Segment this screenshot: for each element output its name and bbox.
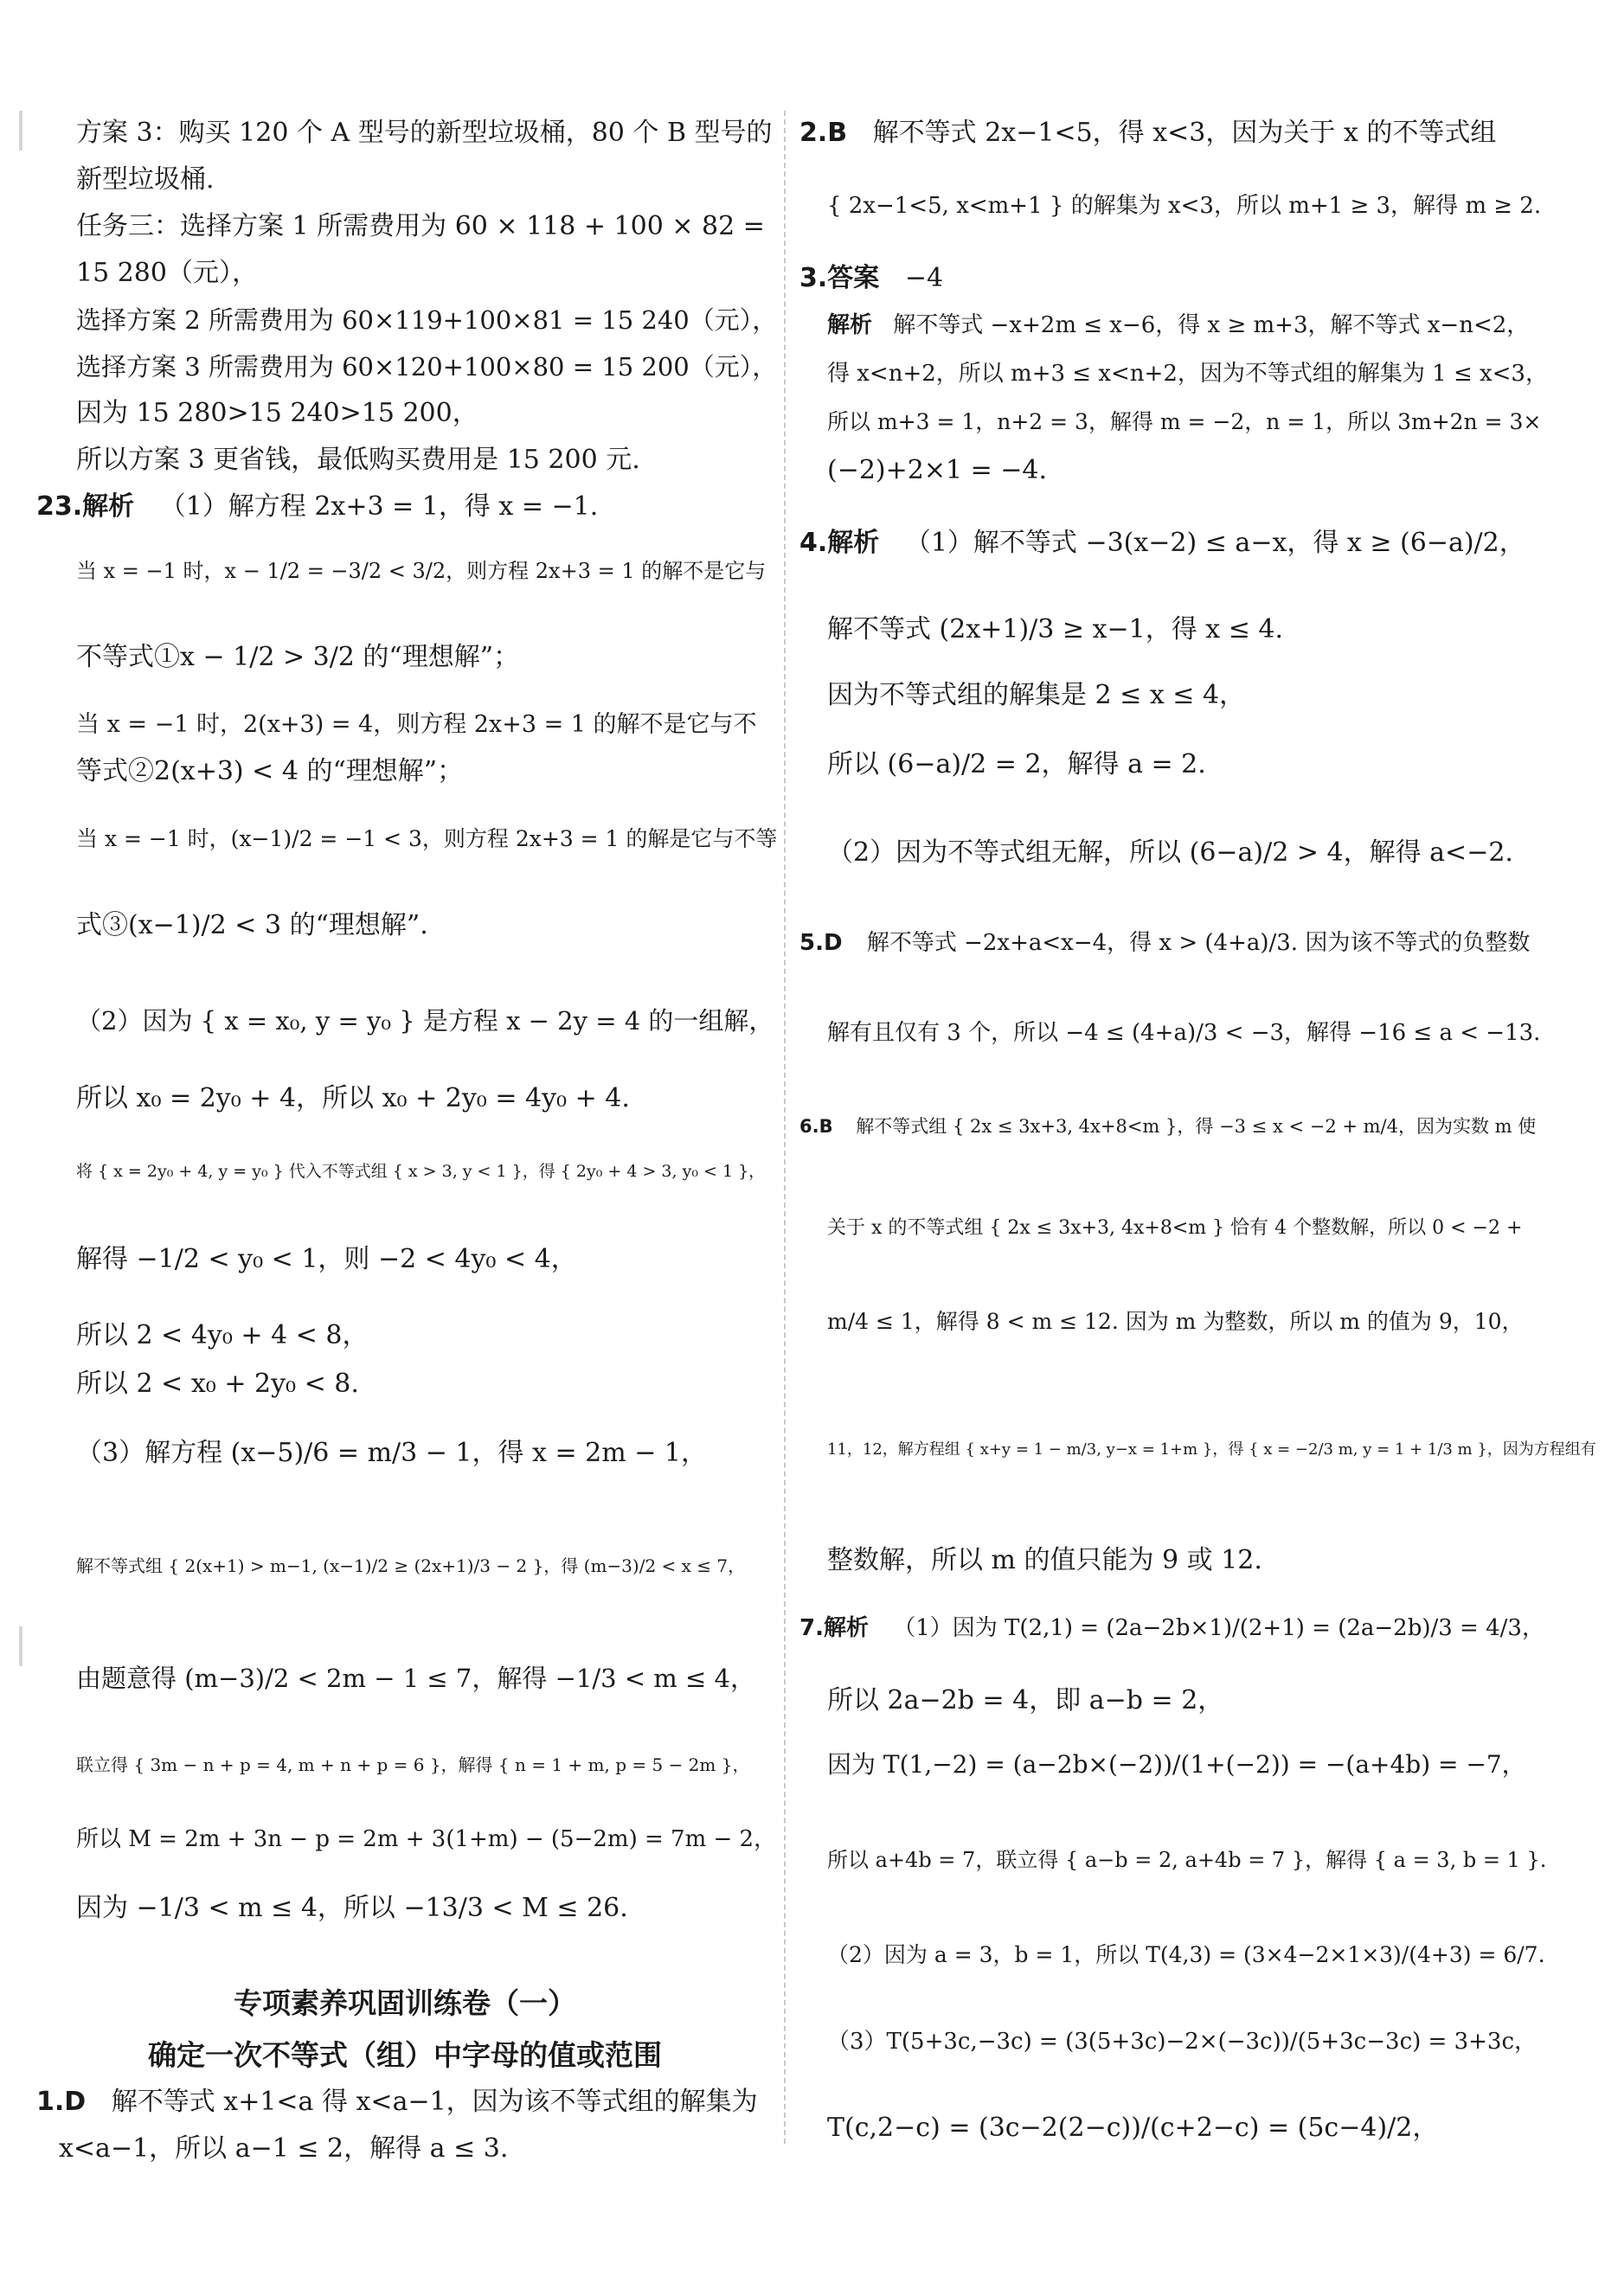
question-3 <box>799 261 943 296</box>
section-title: 专项素养巩固训练卷（一） <box>234 1986 576 2020</box>
text-line: 解得 −1/2 < y₀ < 1，则 −2 < 4y₀ < 4， <box>76 1244 577 1274</box>
question-label: 4.解析 <box>799 528 880 558</box>
text-line: T(c,2−c) = (3c−2(2−c))/(c+2−c) = (5c−4)/2， <box>827 2113 1439 2143</box>
text-line: 解有且仅有 3 个，所以 −4 ≤ (4+a)/3 < −3，解得 −16 ≤ a < −13. <box>827 1020 1541 1046</box>
text-line: 11，12，解方程组 { x+y = 1 − m/3, y−x = 1+m }，得 { x = −2/3 m, y = 1 + 1/3 m }，因为方程组有 <box>827 1440 1596 1459</box>
text-line: 解不等式组 { 2x ≤ 3x+3, 4x+8<m }，得 −3 ≤ x < −2 + m/4，因为实数 m 使 <box>856 1116 1537 1137</box>
text-line: 选择方案 2 所需费用为 60×119+100×81 = 15 240（元）， <box>76 305 778 335</box>
text-line: 新型垃圾桶. <box>76 164 215 195</box>
text-line: 解不等式 2x−1<5，得 x<3，因为关于 x 的不等式组 <box>872 118 1497 148</box>
question-6 <box>799 1109 1536 1144</box>
text-line: 因为 −1/3 < m ≤ 4，所以 −13/3 < M ≤ 26. <box>76 1893 628 1923</box>
text-line: 当 x = −1 时，(x−1)/2 = −1 < 3，则方程 2x+3 = 1 的解是它与不等 <box>76 826 778 851</box>
text-line: 所以 2 < x₀ + 2y₀ < 8. <box>76 1369 359 1399</box>
text-line: 所以 2a−2b = 4，即 a−b = 2， <box>827 1685 1224 1716</box>
text-line: 整数解，所以 m 的值只能为 9 或 12. <box>827 1545 1262 1575</box>
text-line: 因为 T(1,−2) = (a−2b×(−2))/(1+(−2)) = −(a+4b) = −7， <box>827 1750 1526 1779</box>
text-line: 当 x = −1 时，x − 1/2 = −3/2 < 3/2，则方程 2x+3 = 1 的解不是它与 <box>76 559 767 583</box>
text-line: 解不等式 (2x+1)/3 ≥ x−1，得 x ≤ 4. <box>827 614 1284 645</box>
text-line: (−2)+2×1 = −4. <box>827 455 1048 485</box>
question-label: 5.D <box>799 930 843 956</box>
text-line: 解不等式 x+1<a 得 x<a−1，因为该不等式组的解集为 <box>111 2087 758 2117</box>
text-line: 由题意得 (m−3)/2 < 2m − 1 ≤ 7，解得 −1/3 < m ≤ 4， <box>76 1664 755 1693</box>
question-1 <box>36 2085 758 2120</box>
text-line: （3）T(5+3c,−3c) = (3(5+3c)−2×(−3c))/(5+3c−3c) = 3+3c， <box>827 2029 1538 2055</box>
text-line: （3）解方程 (x−5)/6 = m/3 − 1，得 x = 2m − 1， <box>76 1438 708 1468</box>
text-line: 解不等式组 { 2(x+1) > m−1, (x−1)/2 ≥ (2x+1)/3 − 2 }，得 (m−3)/2 < x ≤ 7， <box>76 1555 746 1576</box>
text-line: 解不等式 −x+2m ≤ x−6，得 x ≥ m+3，解不等式 x−n<2， <box>893 312 1530 338</box>
text-line: （1）因为 T(2,1) = (2a−2b×1)/(2+1) = (2a−2b)/3 = 4/3， <box>893 1615 1544 1641</box>
text-line: 所以 M = 2m + 3n − p = 2m + 3(1+m) − (5−2m) = 7m − 2， <box>76 1826 777 1852</box>
question-2 <box>799 116 1496 151</box>
question-label: 6.B <box>799 1116 833 1137</box>
text-line: 所以 m+3 = 1，n+2 = 3，解得 m = −2，n = 1，所以 3m+2n = 3× <box>827 409 1542 434</box>
text-line: 所以 a+4b = 7，联立得 { a−b = 2, a+4b = 7 }，解得 { a = 3, b = 1 }. <box>827 1848 1547 1872</box>
text-line: 所以方案 3 更省钱，最低购买费用是 15 200 元. <box>76 445 640 475</box>
text-line: 方案 3：购买 120 个 A 型号的新型垃圾桶，80 个 B 型号的 <box>76 118 773 148</box>
text-line: （2）因为 { x = x₀, y = y₀ } 是方程 x − 2y = 4 的一组解， <box>76 1006 774 1036</box>
text-line: （2）因为不等式组无解，所以 (6−a)/2 > 4，解得 a<−2. <box>827 837 1513 868</box>
text-line: 因为不等式组的解集是 2 ≤ x ≤ 4， <box>827 680 1246 710</box>
question-label: 1.D <box>36 2087 87 2117</box>
text-line: （1）解方程 2x+3 = 1，得 x = −1. <box>159 491 599 522</box>
margin-mark <box>19 111 22 151</box>
text-line: m/4 ≤ 1，解得 8 < m ≤ 12. 因为 m 为整数，所以 m 的值为 9，10， <box>827 1309 1524 1334</box>
text-line: 选择方案 3 所需费用为 60×120+100×80 = 15 200（元）， <box>76 352 778 382</box>
text-line: 得 x<n+2，所以 m+3 ≤ x<n+2，因为不等式组的解集为 1 ≤ x<3， <box>827 361 1548 387</box>
text-line: （2）因为 a = 3，b = 1，所以 T(4,3) = (3×4−2×1×3)/(4+3) = 6/7. <box>827 1942 1545 1967</box>
text-line: 15 280（元）， <box>76 258 258 288</box>
text-line: 任务三：选择方案 1 所需费用为 60 × 118 + 100 × 82 = <box>76 211 765 241</box>
question-5 <box>799 926 1530 960</box>
text-line: 当 x = −1 时，2(x+3) = 4，则方程 2x+3 = 1 的解不是它与不 <box>76 711 757 738</box>
analysis-tag: 解析 <box>827 312 873 338</box>
text-line: 不等式①x − 1/2 > 3/2 的“理想解”； <box>76 642 520 672</box>
text-line: （1）解不等式 −3(x−2) ≤ a−x，得 x ≥ (6−a)/2， <box>904 528 1525 558</box>
question-label: 3.答案 <box>799 263 880 293</box>
margin-mark <box>19 1626 22 1666</box>
question-4 <box>799 526 1525 561</box>
text-line: 关于 x 的不等式组 { 2x ≤ 3x+3, 4x+8<m } 恰有 4 个整数解，所以 0 < −2 + <box>827 1217 1523 1239</box>
question-label: 7.解析 <box>799 1615 869 1641</box>
text-line: 因为 15 280>15 240>15 200， <box>76 398 478 428</box>
column-divider <box>784 111 786 2144</box>
text-line: 式③(x−1)/2 < 3 的“理想解”. <box>76 910 428 940</box>
text-line: 所以 x₀ = 2y₀ + 4，所以 x₀ + 2y₀ = 4y₀ + 4. <box>76 1083 630 1113</box>
text-line: 等式②2(x+3) < 4 的“理想解”； <box>76 756 464 786</box>
answer-value: −4 <box>904 263 944 293</box>
text-line: 所以 2 < 4y₀ + 4 < 8， <box>76 1320 369 1350</box>
text-line: x<a−1，所以 a−1 ≤ 2，解得 a ≤ 3. <box>59 2133 509 2164</box>
text-line: 解不等式 −2x+a<x−4，得 x > (4+a)/3. 因为该不等式的负整数 <box>866 930 1531 956</box>
question-label: 23.解析 <box>36 491 135 522</box>
question-23 <box>36 490 598 524</box>
text-line: 将 { x = 2y₀ + 4, y = y₀ } 代入不等式组 { x > 3, y < 1 }，得 { 2y₀ + 4 > 3, y₀ < 1 }， <box>76 1162 766 1181</box>
analysis-line <box>827 308 1529 343</box>
text-line: 联立得 { 3m − n + p = 4, m + n + p = 6 }，解得 { n = 1 + m, p = 5 − 2m }， <box>76 1754 750 1775</box>
section-subtitle: 确定一次不等式（组）中字母的值或范围 <box>148 2038 662 2072</box>
text-line: { 2x−1<5, x<m+1 } 的解集为 x<3，所以 m+1 ≥ 3，解得 m ≥ 2. <box>827 193 1542 219</box>
question-label: 2.B <box>799 118 848 148</box>
question-7 <box>799 1611 1544 1645</box>
text-line: 所以 (6−a)/2 = 2，解得 a = 2. <box>827 749 1206 779</box>
